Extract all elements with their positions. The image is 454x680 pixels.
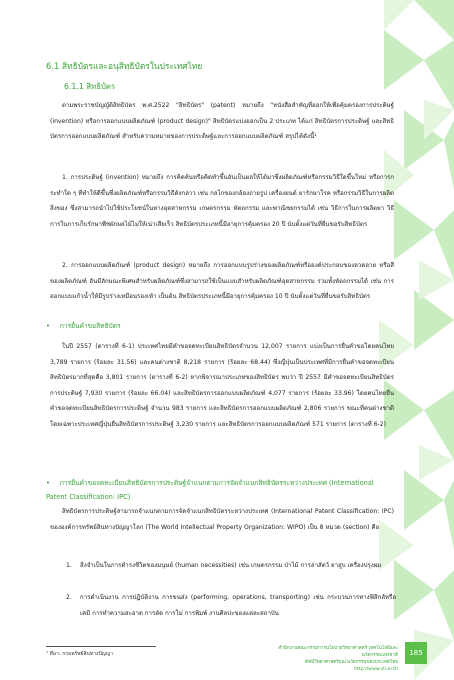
bullet-heading-ipc-text: การยื่นคำขอจดทะเบียนสิทธิบัตรการประดิษฐ์จำแนกตามการจัดจำแนกสิทธิบัตรระหว่างประเทศ (International Patent Classification: IPC) [46,479,374,501]
intro-paragraph: ตามพระราชบัญญัติสิทธิบัตร พ.ศ.2522 "สิทธิบัตร" (patent) หมายถึง "หนังสือสำคัญที่ออกให้เพื่อคุ้มครองการประดิษฐ์ (invention) หรือการออกแบบผลิตภัณฑ์ (product design)" สิทธิบัตรแบ่งออกเป็น 2 ประเภท ได้แก่ สิทธิบัตรการประดิษฐ์ และสิทธิบัตรการออกแบบผลิตภัณฑ์ สำหรับความหมายของการประดิษฐ์และการออกแบบผลิตภัณฑ์ สรุปได้ดังนี้¹ [50,102,394,141]
publication-info [270,645,398,673]
publication-url: http://www.sti.or.th [354,667,398,672]
publication-title: ดัชนีวิทยาศาสตร์และนวัตกรรมของประเทศไทย [304,660,398,665]
list-item [66,558,396,574]
list-item-text: การดำเนินงาน การปฏิบัติงาน การขนส่ง (performing, operations, transporting) เช่น กระบวนการทางฟิสิกส์หรือเคมี การทำความสะอาด การตัด การโม่ การพิมพ์ งานศิลปะของแต่ละสถาบัน [80,594,396,617]
page-number: 185 [405,642,427,664]
publication-org: สำนักงานคณะกรรมการนโยบายวิทยาศาสตร์ เทคโนโลยีและนวัตกรรมแห่งชาติ [278,646,398,658]
bullet-heading-ipc: • การยื่นคำขอจดทะเบียนสิทธิบัตรการประดิษฐ์จำแนกตามการจัดจำแนกสิทธิบัตรระหว่างประเทศ (International Patent Classification: IPC) [46,479,374,501]
stats-paragraph: ในปี 2557 (ตารางที่ 6-1) ประเทศไทยมีคำขอจดทะเบียนสิทธิบัตรจำนวน 12,007 รายการ แบ่งเป็นการยื่นคำขอโดยคนไทย 3,789 รายการ (ร้อยละ 31.56) และคนต่างชาติ 8,218 รายการ (ร้อยละ 68.44) ซึ่งญี่ปุ่นเป็นประเทศที่มีการยื่นคำขอจดทะเบียนสิทธิบัตรมากที่สุดคือ 3,801 รายการ (ตารางที่ 6-2) หากพิจารณาประเภทของสิทธิบัตร พบว่า ปี 2557 มีคำขอจดทะเบียนสิทธิบัตรการประดิษฐ์ 7,930 รายการ (ร้อยละ 66.04) และสิทธิบัตรการออกแบบผลิตภัณฑ์ 4,077 รายการ (ร้อยละ 33.96) โดยคนไทยยื่นคำขอจดทะเบียนสิทธิบัตรการประดิษฐ์ จำนวน 983 รายการ และสิทธิบัตรการออกแบบผลิตภัณฑ์ 2,806 รายการ ขณะที่คนต่างชาติโดยเฉพาะประเทศญี่ปุ่นยื่นสิทธิบัตรการประดิษฐ์ 3,230 รายการ และสิทธิบัตรการออกแบบผลิตภัณฑ์ 571 รายการ (ตารางที่ 6-2) [50,343,394,428]
design-paragraph: 2. การออกแบบผลิตภัณฑ์ (product design) หมายถึง การออกแบบรูปร่างของผลิตภัณฑ์หรือองค์ประกอบของลวดลาย หรือสีของผลิตภัณฑ์ อันมีลักษณะพิเศษสำหรับผลิตภัณฑ์ซึ่งสามารถใช้เป็นแบบสำหรับผลิตภัณฑ์อุตสาหกรรม รวมทั้งหัตถกรรมได้ เช่น การออกแบบแก้วน้ำให้มีรูปร่างเหมือนรองเท้า เป็นต้น สิทธิบัตรประเภทนี้มีอายุการคุ้มครอง 10 ปี นับตั้งแต่วันที่ยื่นขอรับสิทธิบัตร [50,262,394,301]
bullet-heading-filings: • การยื่นคำขอสิทธิบัตร [46,322,121,330]
invention-paragraph: 1. การประดิษฐ์ (invention) หมายถึง การคิดค้นหรือคิดทำขึ้นอันเป็นผลให้ได้มาซึ่งผลิตภัณฑ์หรือกรรมวิธีใดขึ้นใหม่ หรือการกระทำใด ๆ ที่ทำให้ดีขึ้นซึ่งผลิตภัณฑ์หรือกรรมวิธีดังกล่าว เช่น กลไกของกล้องถ่ายรูป เครื่องยนต์ ยารักษาโรค หรือกรรมวิธีในการผลิตสิ่งของ ซึ่งสามารถนำไปใช้ประโยชน์ในทางอุตสาหกรรม เกษตรกรรม หัตถกรรม และพาณิชยกรรมได้ เช่น วิธีการในการผลิตยา วิธีการในการเก็บรักษาพืชผักผลไม้ไม่ให้เน่าเสียเร็ว สิทธิบัตรประเภทนี้มีอายุการคุ้มครอง 20 ปี นับตั้งแต่วันที่ยื่นขอรับสิทธิบัตร [50,174,394,228]
section-heading: 6.1 สิทธิบัตรและอนุสิทธิบัตรในประเทศไทย [46,61,203,71]
list-item-text: สิ่งจำเป็นในการดำรงชีวิตของมนุษย์ (human necessities) เช่น เกษตรกรรม ป่าไม้ การล่าสัตว์ ยาสูบ เครื่องปรุงผม [80,562,382,569]
list-item [66,590,396,621]
bullet-heading-filings-text: การยื่นคำขอสิทธิบัตร [59,322,121,330]
list-item-number: 1. [66,562,72,569]
footnote-divider [46,646,156,647]
ipc-paragraph: สิทธิบัตรการประดิษฐ์สามารถจำแนกตามการจัดจำแนกสิทธิบัตรระหว่างประเทศ (International Patent Classification: IPC) ขององค์การทรัพย์สินทางปัญญาโลก (The World Intellectual Property Organization: WIPO) เป็น 8 หมวด (section) คือ [50,508,394,531]
footnote: ¹ ที่มา: กรมทรัพย์สินทางปัญญา [46,651,113,657]
subsection-heading: 6.1.1 สิทธิบัตร [64,82,116,91]
list-item-number: 2. [66,594,72,601]
